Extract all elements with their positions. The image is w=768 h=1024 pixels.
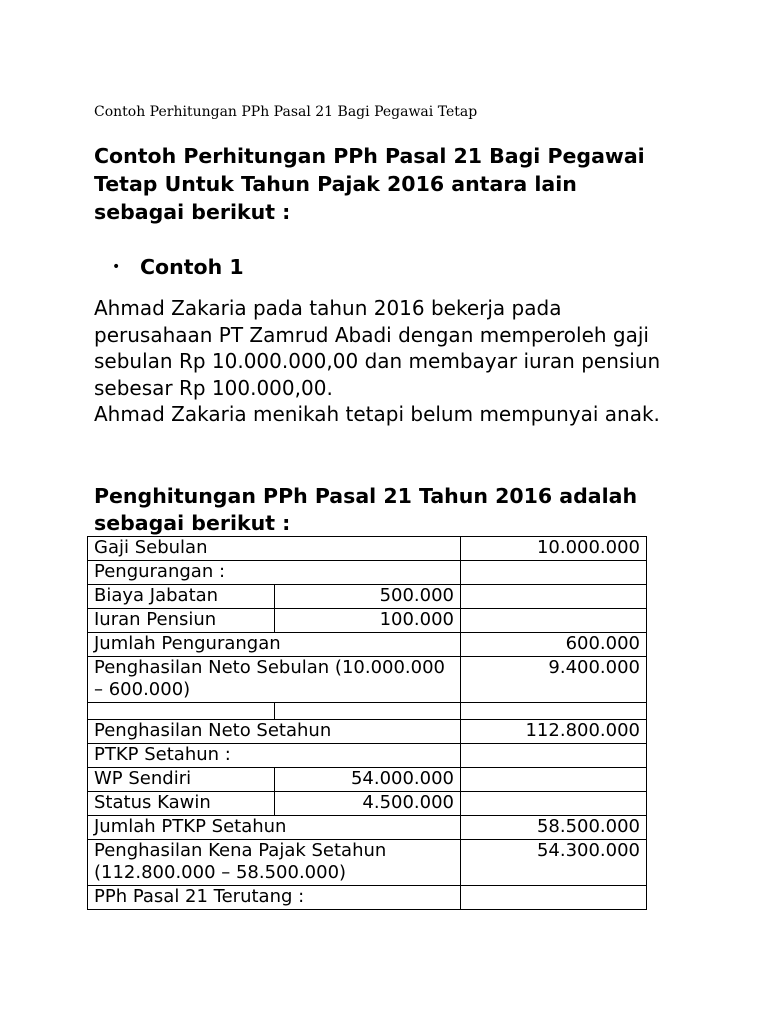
row-subvalue: 100.000 xyxy=(275,609,461,633)
tax-calculation-table xyxy=(87,536,647,910)
table-row xyxy=(88,792,647,816)
row-total xyxy=(461,768,647,792)
table-row xyxy=(88,744,647,768)
table-row xyxy=(88,840,647,886)
row-total xyxy=(461,744,647,768)
row-label: Gaji Sebulan xyxy=(88,537,461,561)
table-row xyxy=(88,633,647,657)
row-label xyxy=(88,703,275,720)
row-total xyxy=(461,792,647,816)
row-label: Penghasilan Neto Setahun xyxy=(88,720,461,744)
calculation-heading: Penghitungan PPh Pasal 21 Tahun 2016 adalah sebagai berikut : xyxy=(94,484,638,535)
paragraph-salary: Ahmad Zakaria pada tahun 2016 bekerja pada perusahaan PT Zamrud Abadi dengan memperoleh gaji sebulan Rp 10.000.000,00 dan membayar iuran pensiun sebesar Rp 100.000,00. xyxy=(94,296,661,400)
row-total: 58.500.000 xyxy=(461,816,647,840)
row-total xyxy=(461,561,647,585)
table-row xyxy=(88,537,647,561)
row-total xyxy=(461,886,647,910)
bullet-label: Contoh 1 xyxy=(140,255,244,279)
row-label: Biaya Jabatan xyxy=(88,585,275,609)
table-row xyxy=(88,703,647,720)
row-total xyxy=(461,609,647,633)
section-heading: Contoh Perhitungan PPh Pasal 21 Bagi Pegawai Tetap Untuk Tahun Pajak 2016 antara lain sebagai berikut : xyxy=(94,144,645,224)
row-label: Jumlah Pengurangan xyxy=(88,633,461,657)
row-label: Penghasilan Kena Pajak Setahun (112.800.000 – 58.500.000) xyxy=(88,840,461,886)
table-row xyxy=(88,561,647,585)
row-label: Penghasilan Neto Sebulan (10.000.000 – 600.000) xyxy=(88,657,461,703)
table-row xyxy=(88,816,647,840)
document-title: Contoh Perhitungan PPh Pasal 21 Bagi Pegawai Tetap xyxy=(94,104,478,120)
row-total: 112.800.000 xyxy=(461,720,647,744)
table-row xyxy=(88,585,647,609)
row-label: Pengurangan : xyxy=(88,561,461,585)
row-total: 54.300.000 xyxy=(461,840,647,886)
row-label: Status Kawin xyxy=(88,792,275,816)
row-subvalue: 4.500.000 xyxy=(275,792,461,816)
example-description xyxy=(94,295,684,428)
bullet-dot-icon: • xyxy=(112,259,121,275)
table-row xyxy=(88,720,647,744)
table-row xyxy=(88,886,647,910)
row-subvalue: 54.000.000 xyxy=(275,768,461,792)
row-total xyxy=(461,585,647,609)
table-row xyxy=(88,657,647,703)
table-row xyxy=(88,768,647,792)
row-label: PPh Pasal 21 Terutang : xyxy=(88,886,461,910)
bullet-item xyxy=(112,253,244,281)
row-label: PTKP Setahun : xyxy=(88,744,461,768)
row-subvalue: 500.000 xyxy=(275,585,461,609)
row-label: Iuran Pensiun xyxy=(88,609,275,633)
row-total xyxy=(461,703,647,720)
row-total: 10.000.000 xyxy=(461,537,647,561)
row-total: 600.000 xyxy=(461,633,647,657)
row-subvalue xyxy=(275,703,461,720)
row-label: WP Sendiri xyxy=(88,768,275,792)
row-label: Jumlah PTKP Setahun xyxy=(88,816,461,840)
table-row xyxy=(88,609,647,633)
paragraph-status: Ahmad Zakaria menikah tetapi belum mempunyai anak. xyxy=(94,402,660,426)
row-total: 9.400.000 xyxy=(461,657,647,703)
